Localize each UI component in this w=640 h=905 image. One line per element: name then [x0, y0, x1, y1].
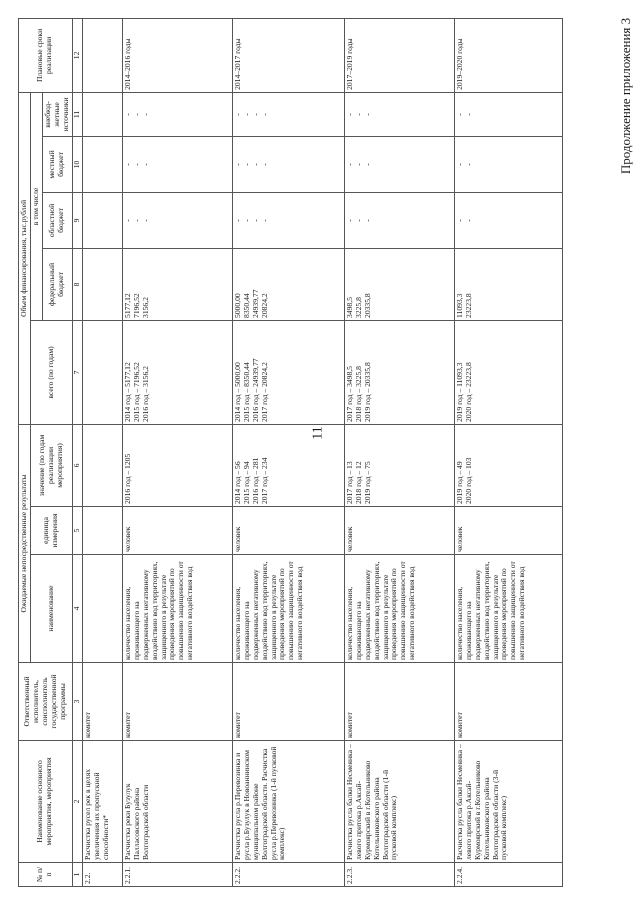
row-total [82, 320, 122, 424]
header-row-1 [19, 18, 31, 886]
row-result: количество населения, проживающего на подверженных негативному воздействию вод территориях, защищенного в результате проведения мероприятий по повышению защищенности от негативного воздействия вод [454, 555, 562, 663]
col-number: 11 [72, 92, 82, 136]
row-external: - - - [344, 92, 454, 136]
row-values: 2014 год – 56 2015 год – 94 2016 год – 281 2017 год – 234 [232, 424, 344, 506]
row-external: - - - [122, 92, 232, 136]
row-federal: 5177,12 7196,52 3156,2 [122, 248, 232, 320]
table-row [344, 18, 454, 886]
row-values: 2019 год – 49 2020 год – 103 [454, 424, 562, 506]
row-num: 2.2. [82, 863, 122, 887]
row-responsible: комитет [344, 663, 454, 741]
row-name: Расчистка русла балки Несмеянка – левого притока р.Аксай-Курмоярский в г.Котельниково Котельниковского района Волгоградской области (3-й пусковой комплекс) [454, 741, 562, 863]
row-terms: 2014–2016 годы [122, 18, 232, 92]
row-external: - - - - [232, 92, 344, 136]
col-number: 3 [72, 663, 82, 741]
row-regional: - - - - [232, 192, 344, 248]
row-responsible: комитет [122, 663, 232, 741]
header-local: местный бюджет [42, 136, 72, 192]
row-name: Расчистка русел рек в целях увеличения их пропускной способности* [82, 741, 122, 863]
row-unit [82, 507, 122, 555]
row-name: Расчистка реки Бузулук Палласовского района Волгоградской области [122, 741, 232, 863]
row-unit: человек [454, 507, 562, 555]
row-regional: - - - [122, 192, 232, 248]
row-terms: 2019–2020 годы [454, 18, 562, 92]
table-row [232, 18, 344, 886]
row-result: количество населения, проживающего на подверженных негативному воздействию вод территориях, защищенного в результате проведения мероприятий по повышению защищенности от негативного воздействия вод [232, 555, 344, 663]
header-responsible: Ответственный исполнитель, соисполнитель государственной программы [19, 663, 73, 741]
header-finance-incl: в том числе [30, 92, 42, 320]
row-unit: человек [232, 507, 344, 555]
row-responsible: комитет [82, 663, 122, 741]
header-num: № п/п [19, 863, 73, 887]
table-row [82, 18, 122, 886]
continuation-text: Продолжение приложения 3 [618, 17, 633, 175]
col-number: 8 [72, 248, 82, 320]
header-result-value: значение (по годам реализации мероприятия) [30, 424, 72, 506]
header-regional: областной бюджет [42, 192, 72, 248]
row-external: - - [454, 92, 562, 136]
header-name: Наименование основного мероприятия, мероприятия [19, 741, 73, 863]
row-local: - - - - [232, 136, 344, 192]
header-result-name: наименование [30, 555, 72, 663]
row-result [82, 555, 122, 663]
header-finance-total: всего (по годам) [30, 320, 72, 424]
row-total: 2019 год – 11093,3 2020 год – 23223,8 [454, 320, 562, 424]
col-number: 6 [72, 424, 82, 506]
row-num: 2.2.2. [232, 863, 344, 887]
row-terms: 2017–2019 годы [344, 18, 454, 92]
row-num: 2.2.3. [344, 863, 454, 887]
row-values: 2016 год – 1205 [122, 424, 232, 506]
row-terms [82, 18, 122, 92]
row-federal: 5000,00 8350,44 24939,77 20824,2 [232, 248, 344, 320]
header-external: внебюд-жетные источники [42, 92, 72, 136]
col-number: 7 [72, 320, 82, 424]
row-num: 2.2.1. [122, 863, 232, 887]
row-unit: человек [344, 507, 454, 555]
row-values: 2017 год – 13 2018 год – 12 2019 год – 75 [344, 424, 454, 506]
col-number: 12 [72, 18, 82, 92]
header-finance-group: Объем финансирования, тыс.рублей [19, 92, 31, 424]
header-terms: Плановые сроки реализации [19, 18, 73, 92]
rotated-table-container [18, 19, 618, 887]
row-federal: 11093,3 23223,8 [454, 248, 562, 320]
row-local: - - [454, 136, 562, 192]
row-num: 2.2.4. [454, 863, 562, 887]
row-external [82, 92, 122, 136]
row-terms: 2014–2017 годы [232, 18, 344, 92]
header-results-group: Ожидаемые непосредственные результаты [19, 424, 31, 662]
row-local: - - - [122, 136, 232, 192]
header-federal: федеральный бюджет [42, 248, 72, 320]
col-number: 1 [72, 863, 82, 887]
row-regional: - - - [344, 192, 454, 248]
col-number: 2 [72, 741, 82, 863]
table-row [454, 18, 562, 886]
program-activities-table [18, 18, 563, 887]
page-number: 11 [310, 426, 326, 440]
col-number: 10 [72, 136, 82, 192]
column-number-row [72, 18, 82, 886]
row-federal [82, 248, 122, 320]
row-regional [82, 192, 122, 248]
row-responsible: комитет [232, 663, 344, 741]
row-name: Расчистка русла балки Несмеянка – левого притока р.Аксай-Курмоярский в г.Котельниково Котельниковского района Волгоградской области (1-й пусковой комплекс) [344, 741, 454, 863]
row-result: количество населения, проживающего на подверженных негативному воздействию вод территориях, защищенного в результате проведения мероприятий по повышению защищенности от негативного воздействия вод [344, 555, 454, 663]
col-number: 5 [72, 507, 82, 555]
row-regional: - - [454, 192, 562, 248]
row-total: 2014 год – 5177,12 2015 год – 7196,52 2016 год – 3156,2 [122, 320, 232, 424]
row-local [82, 136, 122, 192]
row-responsible: комитет [454, 663, 562, 741]
row-federal: 3498,5 3225,8 20335,8 [344, 248, 454, 320]
row-result: количество населения, проживающего на подверженных негативному воздействию вод территориях, защищенного в результате проведения мероприятий по повышению защищенности от негативного воздействия вод [122, 555, 232, 663]
table-row [122, 18, 232, 886]
header-result-unit: единица измерения [30, 507, 72, 555]
col-number: 4 [72, 555, 82, 663]
row-total: 2017 год – 3498,5 2018 год – 3225,8 2019 год – 20335,8 [344, 320, 454, 424]
row-values [82, 424, 122, 506]
col-number: 9 [72, 192, 82, 248]
continuation-note [618, 16, 634, 176]
row-local: - - - [344, 136, 454, 192]
row-name: Расчистка русла р.Перевозинка и русла р.Бузулук в Новоаннинском муниципальном районе Волгоградской области. Расчистка русла р.Перевозинка (1-й пусковой комплекс) [232, 741, 344, 863]
row-unit: человек [122, 507, 232, 555]
row-total: 2014 год – 5000,00 2015 год – 8350,44 2016 год – 24939,77 2017 год – 20824,2 [232, 320, 344, 424]
